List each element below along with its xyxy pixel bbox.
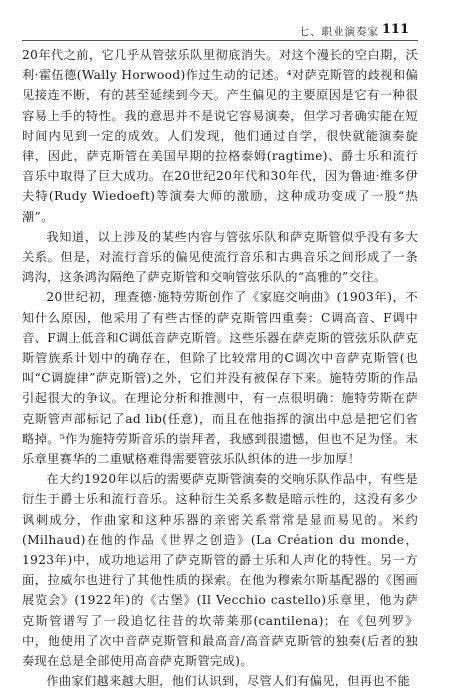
paragraph-continued: 20年代之前，它几乎从管弦乐队里彻底消失。对这个漫长的空白期，沃利·霍伍德(Wally Horwood)作过生动的记述。⁴对萨克斯管的歧视和偏见接连不断，有的甚至延续到今天。产生偏见的主要原因是它有一种很容易上手的特性。我的意思并不是说它容易演奏，但学习者确实能在短时间内见到一定的成效。人们发现，他们通过自学，很快就能演奏旋律，因此，萨克斯管在美国早期的拉格泰姆(ragtime)、爵士乐和流行音乐中取得了巨大成功。在20世纪20年代和30年代，因为鲁迪·维多伊夫特(Rudy Wiedoeft)等演奏大师的激励，这种成功变成了一股“热潮”。 [22,48,418,224]
page-number: 111 [381,22,409,37]
page-header [0,22,455,38]
running-title: 七、职业演奏家 [298,26,379,38]
header-rule [22,40,418,41]
paragraph: 在大约1920年以后的需要萨克斯管演奏的交响乐队作品中，有些是衍生于爵士乐和流行音乐。这种衍生关系多数是暗示性的，这没有多少讽刺成分，作曲家和这种乐器的亲密关系常常是显而易见的。米约(Milhaud)在他的作品《世界之创造》(La Création du monde，1923年)中，成功地运用了萨克斯管的爵士乐和人声化的特性。另一方面，拉威尔也进行了其他性质的探索。在他为穆索尔斯基配器的《图画展览会》(1922年)的《古堡》(Il Vecchio castello)乐章里，他为萨克斯管谱写了一段追忆往昔的坎蒂莱那(cantilena)；在《包列罗》中，他使用了次中音萨克斯管和最高音/高音萨克斯管的独奏(后者的独奏现在总是全部使用高音萨克斯管完成)。 [22,472,418,669]
paragraph: 20世纪初，理查德·施特劳斯创作了《家庭交响曲》(1903年)，不知什么原因，他采用了有些古怪的萨克斯管四重奏：C调高音、F调中音、F调上低音和C调低音萨克斯管。这些乐器在萨克斯的管弦乐队萨克斯管族系计划中的确存在，但除了比较常用的C调次中音萨克斯管(也叫“C调旋律”萨克斯管)之外，它们并没有被保存下来。施特劳斯的作品引起很大的争议。在理论分析和推测中，有一点很明确：施特劳斯在萨克斯管声部标记了ad lib(任意)，而且在他指挥的演出中总是把它们省略掉。⁵作为施特劳斯音乐的崇拜者，我感到很遗憾，但也不足为怪。末乐章里赛华的二重赋格难得需要管弦乐队织体的进一步加厚！ [22,290,418,467]
paragraph: 我知道，以上涉及的某些内容与管弦乐队和萨克斯管似乎没有多大关系。但是，对流行音乐的偏见使流行音乐和古典音乐之间形成了一条鸿沟，这条鸿沟隔绝了萨克斯管和交响管弦乐队的“高雅的”交往。 [22,229,418,285]
page-body [22,45,418,692]
paragraph: 作曲家们越来越大胆，他们认识到，尽管人们有偏见，但再也不能 [46,674,410,689]
